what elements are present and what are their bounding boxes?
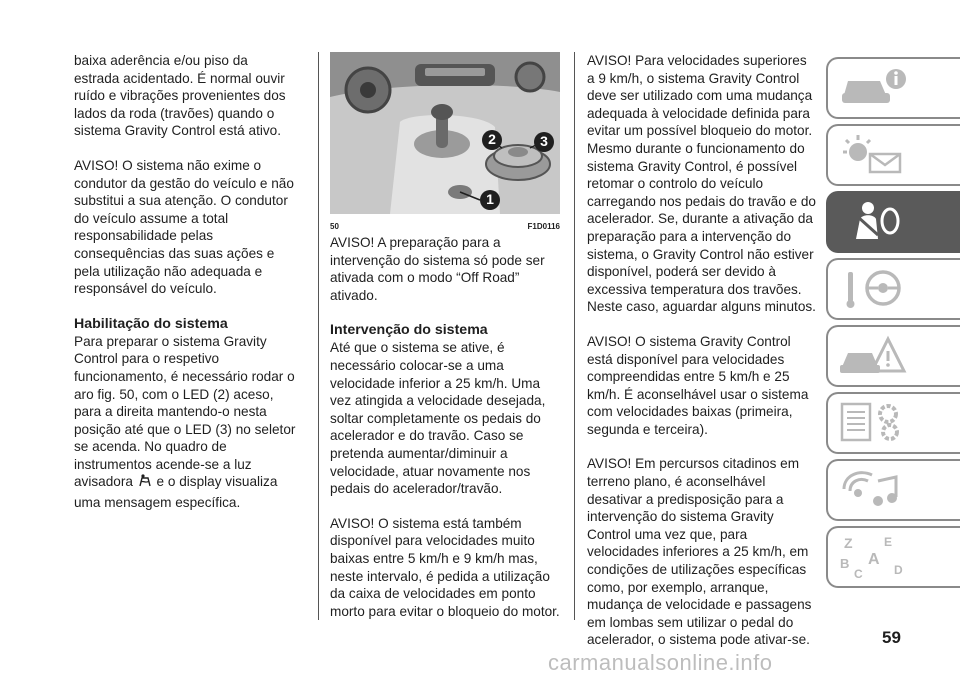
figure-code: F1D0116 xyxy=(527,222,560,231)
tab-car-info[interactable] xyxy=(826,57,960,119)
breakdown-triangle-icon xyxy=(838,333,908,377)
warning-light-mail-icon xyxy=(838,132,908,176)
paragraph-text-part2: e o display visualiza uma mensagem específica. xyxy=(74,474,278,511)
tab-maintenance[interactable] xyxy=(826,392,960,454)
section-heading: Habilitação do sistema xyxy=(74,315,228,332)
gravity-control-figure xyxy=(330,52,560,214)
tab-warning-lights[interactable] xyxy=(826,124,960,186)
figure-number: 50 xyxy=(330,222,339,231)
paragraph: baixa aderência e/ou piso da estrada acidentado. É normal ouvir ruído e vibrações provenientes dos lados da roda (travões) quando o sistema Gravity Control está ativo. xyxy=(74,53,286,139)
figure-caption xyxy=(330,214,560,234)
callout-3: 3 xyxy=(540,133,548,149)
column-divider xyxy=(318,52,319,620)
column-divider xyxy=(574,52,575,620)
index-letter: E xyxy=(884,535,893,549)
alphabetical-index-icon xyxy=(838,534,918,582)
page-number: 59 xyxy=(882,628,901,647)
text-column-right xyxy=(587,52,817,666)
index-letter: Z xyxy=(844,535,853,551)
warning-paragraph: AVISO! O sistema não exime o condutor da gestão do veículo e não substitui a sua atenção. O condutor do veículo assume a total responsabilidade pelas consequências das suas ações e pela utilização não adequada e responsável do veículo. xyxy=(74,157,294,297)
text-column-middle xyxy=(330,52,560,637)
paragraph-text-part1: Para preparar o sistema Gravity Control para o respetivo funcionamento, é necessário rodar o aro fig. 50, com o LED (2) aceso, para a direita mantendo-o nesta posição até que o LED (3) no seletor se acenda. No quadro de instrumentos acende-se a luz avisadora xyxy=(74,333,296,490)
gravity-control-warning-icon xyxy=(137,473,153,494)
multimedia-icon xyxy=(838,467,908,511)
seatbelt-airbag-icon xyxy=(838,199,908,243)
callout-2: 2 xyxy=(488,131,496,147)
index-letter: B xyxy=(840,556,850,571)
paragraph xyxy=(74,333,296,512)
text-column-left xyxy=(74,52,296,529)
warning-paragraph: AVISO! Em percursos citadinos em terreno plano, é aconselhável desativar a predisposição para a intervenção do sistema Gravity Control uma vez que, para velocidades inferiores a 25 km/h, em condições de utilizações específicas como, por exemplo, arranque, mudança de velocidade e passagens em lombas sem utilizar o pedal do acelerador, o sistema pode ativar-se. xyxy=(587,456,812,648)
tab-multimedia[interactable] xyxy=(826,459,960,521)
warning-paragraph: AVISO! Para velocidades superiores a 9 km/h, o sistema Gravity Control deve ser utilizado com uma mudança adequada à velocidade definida para evitar um possível bloqueio do motor. Mesmo durante o funcionamento do sistema Gravity Control, é possível retomar o controlo do veículo carregando nos pedais do travão e do acelerador. Se, durante a ativação da preparação para a intervenção do sistema, o Gravity Control não estiver disponível, poderá ser devido à excessiva temperatura dos travões. Neste caso, aguardar alguns minutos. xyxy=(587,53,816,315)
chapter-tabs xyxy=(826,57,960,593)
index-letter: C xyxy=(854,567,863,581)
warning-paragraph: AVISO! O sistema Gravity Control está disponível para velocidades compreendidas entre 5 km/h e 25 km/h. É aconselhável usar o sistema com velocidades baixas (primeira, segunda e terceira). xyxy=(587,333,809,437)
figure-callouts xyxy=(330,52,560,214)
maintenance-gears-icon xyxy=(838,400,908,444)
index-letter: D xyxy=(894,563,903,577)
callout-1: 1 xyxy=(486,191,494,207)
tab-emergency[interactable] xyxy=(826,325,960,387)
tab-starting-driving[interactable] xyxy=(826,258,960,320)
paragraph: Até que o sistema se ative, é necessário colocar-se a uma velocidade inferior a 25 km/h. Uma vez atingida a velocidade desejada, soltar completamente os pedais do acelerador e do travão. Caso se pretenda aumentar/diminuir a velocidade, atuar novamente nos pedais do acelerador/travão. xyxy=(330,340,546,497)
tab-index[interactable] xyxy=(826,526,960,588)
warning-paragraph: AVISO! O sistema está também disponível para velocidades muito baixas entre 5 km/h e 9 km/h mas, neste intervalo, é pedida a utilização da caixa de velocidades em ponto morto para evitar o bloqueio do motor. xyxy=(330,515,560,619)
tab-safety[interactable] xyxy=(826,191,960,253)
watermark: carmanualsonline.info xyxy=(548,650,773,675)
key-steering-wheel-icon xyxy=(838,266,908,310)
car-info-icon xyxy=(838,65,908,109)
warning-paragraph: AVISO! A preparação para a intervenção do sistema só pode ser ativada com o modo “Off Road” ativado. xyxy=(330,235,545,303)
index-letter: A xyxy=(868,551,880,568)
section-heading: Intervenção do sistema xyxy=(330,322,488,339)
